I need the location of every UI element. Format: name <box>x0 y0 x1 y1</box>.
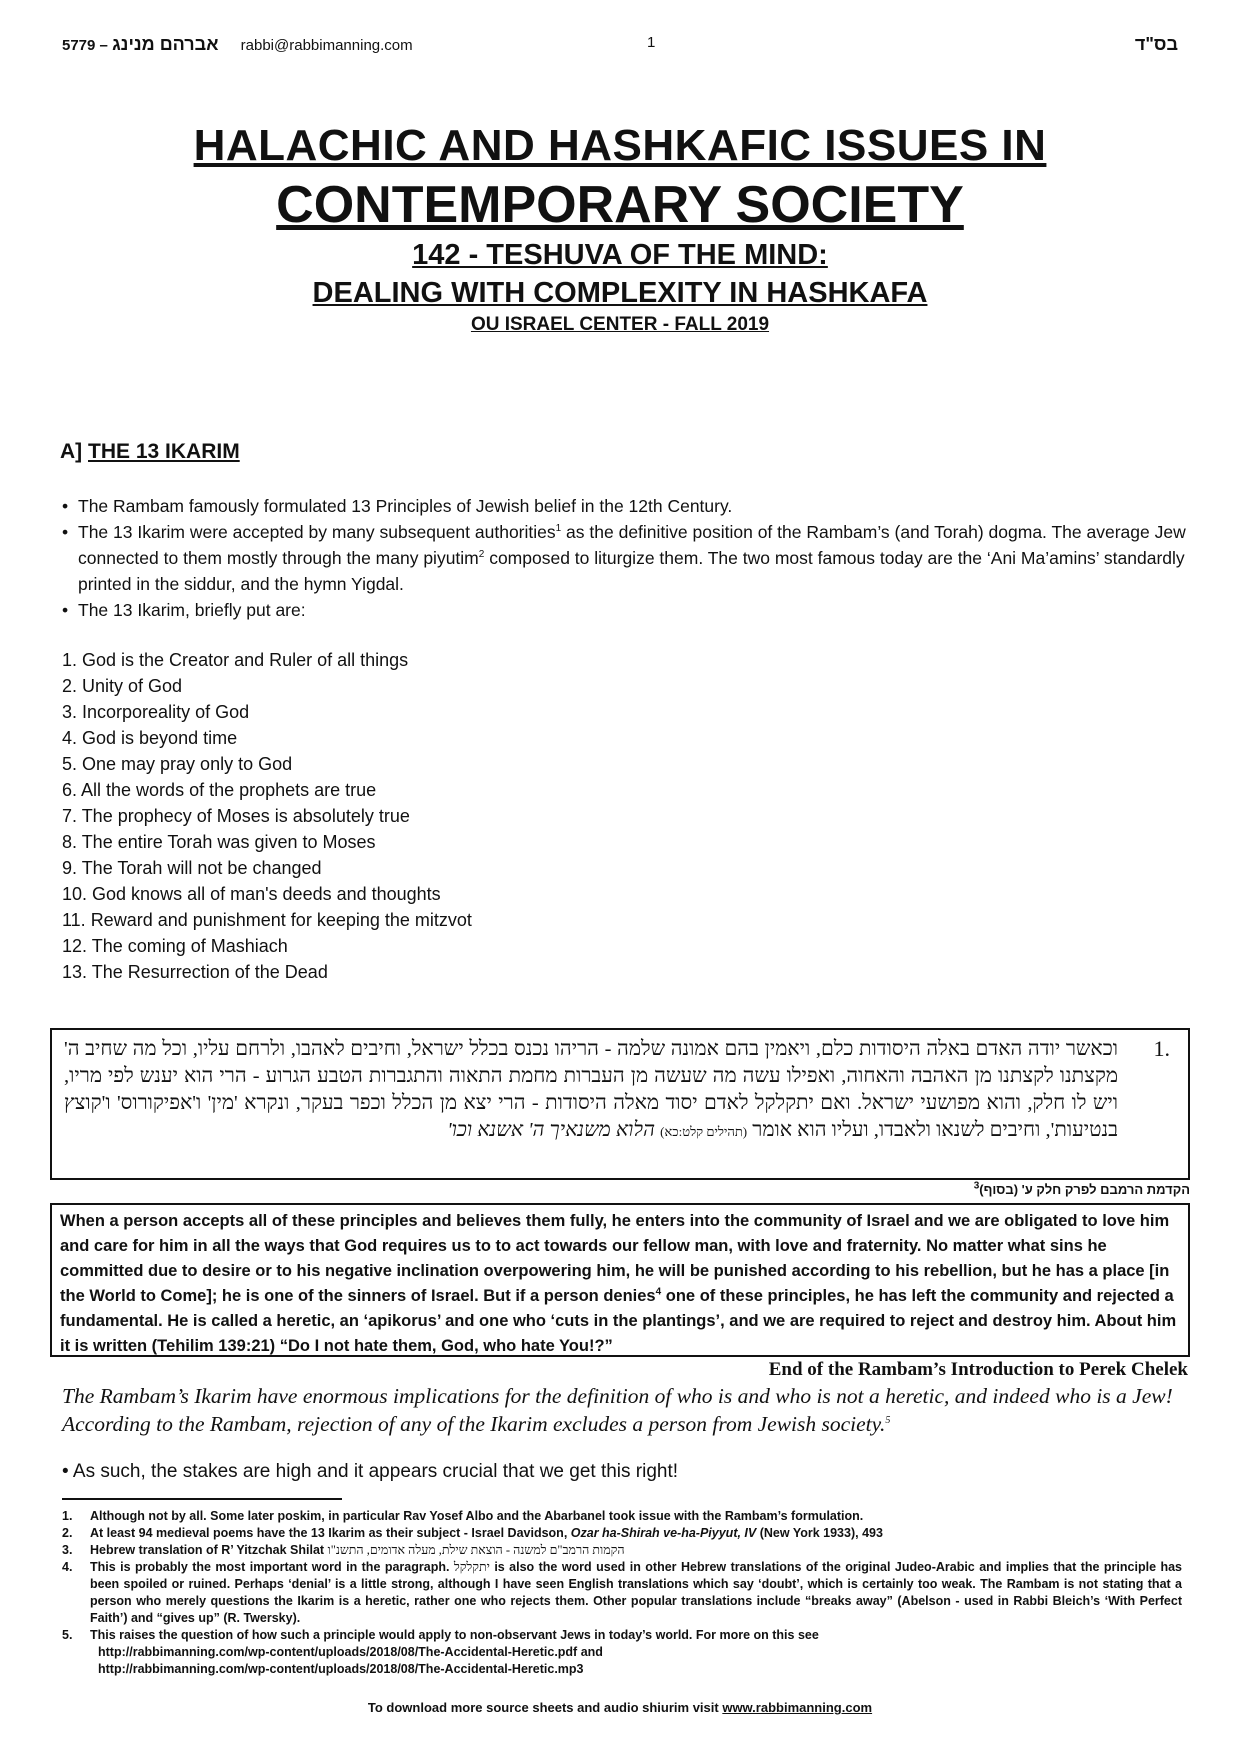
footnote-ref: 3 <box>973 1180 980 1192</box>
footnote-ref: 1 <box>555 523 562 535</box>
footnote-number: 4. <box>62 1560 73 1574</box>
footnote-text: Although not by all. Some later poskim, in particular Rav Yosef Albo and the Abarbanel took issue with the Rambam’s formulation. <box>90 1509 864 1523</box>
footnote-ref: 4 <box>655 1286 662 1298</box>
list-item: 7. The prophecy of Moses is absolutely true <box>62 806 410 826</box>
bullet-item <box>62 597 1192 623</box>
hebrew-citation: (תהילים קלט:כא) <box>660 1124 748 1139</box>
venue-line: OU ISRAEL CENTER - FALL 2019 <box>470 314 770 335</box>
list-item: 13. The Resurrection of the Dead <box>62 962 328 982</box>
footnote-item <box>62 1525 1182 1542</box>
intro-bullets <box>62 493 1192 623</box>
bullet-item <box>62 519 1192 597</box>
footnote-item <box>62 1508 1182 1525</box>
list-item: 4. God is beyond time <box>62 728 238 748</box>
source-label: הקדמת הרמבם לפרק חלק ע' (בסוף) <box>979 1182 1190 1197</box>
stakes-bullet: • As such, the stakes are high and it appears crucial that we get this right! <box>62 1461 678 1483</box>
footnote-book-title: Ozar ha-Shirah ve-ha-Piyyut, IV <box>570 1526 757 1540</box>
header-email[interactable]: rabbi@rabbimanning.com <box>240 37 413 54</box>
translation-text: one of these principles, he has left the community and rejected a fundamental. He is called a heretic, an ‘apikorus’ and one who ‘cuts in the plantings’, and we are required to reject and destroy him. About him it is written (Tehilim 139:21) “Do I not hate them, God, who hate You!?” <box>60 1287 1177 1355</box>
title-line-1: HALACHIC AND HASHKAFIC ISSUES IN <box>193 121 1047 170</box>
translation-text: When a person accepts all of these principles and believes them fully, he enters into the community of Israel and we are obligated to love him and care for him in all the ways that God requires us to to act towards our fellow man, with love and fraternity. No matter what sins he committed due to desire or to his negative inclination overpowering him, he will be punished according to his rebellion, but he has a place [in the World to Come]; he is one of the sinners of Israel. But if a person denies <box>60 1212 1170 1305</box>
footnote-hebrew: יתקלקל <box>453 1560 490 1574</box>
footnote-number: 2. <box>62 1526 73 1540</box>
bullet-text: The Rambam famously formulated 13 Principles of Jewish belief in the 12th Century. <box>78 496 733 516</box>
footnotes <box>62 1508 1182 1678</box>
footnote-number: 5. <box>62 1628 73 1642</box>
list-item: 3. Incorporeality of God <box>62 702 250 722</box>
section-prefix: A] <box>60 440 83 463</box>
page-footer <box>0 1700 1240 1715</box>
commentary-text: The Rambam’s Ikarim have enormous implications for the definition of who is and who is not a heretic, and indeed who is a Jew! According to the Rambam, rejection of any of the Ikarim excludes a person from Jewish society. <box>62 1384 1173 1436</box>
hebrew-main: וכאשר יודה האדם באלה היסודות כלם, ויאמין בהם אמונה שלמה - הריהו נכנס בכלל ישראל, וחיבים לאהבו, ולרחם עליו, וכל מה שחיב ה' מקצתנו לקצתנו מן האהבה והאחוה, ואפילו עשה מה שעשה מן העברות מחמת התאוה והתגברות הטבע הגרוע - הרי הוא יענש לפי מריו, ויש לו חלק, והוא מפושעי ישראל. ואם יתקלקל לאדם יסוד מאלה היסודות - הרי יצא מן הכלל וכפר בעקר, ונקרא 'מין' ו'אפיקורוס' ו'קוצץ בנטיעות', וחיבים לשנאו ולאבדו, ועליו הוא אומר <box>64 1038 1118 1141</box>
section-title: THE 13 IKARIM <box>88 440 240 463</box>
footnote-ref: 2 <box>478 549 485 561</box>
footnote-item <box>62 1559 1182 1627</box>
footnote-divider <box>62 1498 342 1500</box>
footnote-text: (New York 1933), 493 <box>756 1526 883 1540</box>
hebrew-verse: הלוא משנאיך ה' אשנא וכו' <box>447 1119 661 1141</box>
source-number: 1. <box>1153 1036 1170 1061</box>
footer-link[interactable]: www.rabbimanning.com <box>722 1700 873 1715</box>
list-item: 2. Unity of God <box>62 676 183 696</box>
section-heading <box>60 440 240 464</box>
page-number: 1 <box>647 34 656 51</box>
bullet-text: The 13 Ikarim were accepted by many subsequent authorities <box>78 522 556 542</box>
source-end-line: End of the Rambam’s Introduction to Perek Chelek <box>768 1359 1188 1380</box>
list-item: 8. The entire Torah was given to Moses <box>62 832 376 852</box>
footnote-ref: 5 <box>885 1414 891 1426</box>
footnote-text: Hebrew translation of R’ Yitzchak Shilat <box>90 1543 328 1557</box>
commentary-paragraph <box>62 1382 1182 1438</box>
footnote-text: This raises the question of how such a principle would apply to non-observant Jews in today’s world. For more on this see <box>90 1628 819 1642</box>
bullet-item <box>62 493 1192 519</box>
page-header <box>62 34 1178 58</box>
footer-text: To download more source sheets and audio shiurim visit <box>367 1700 723 1715</box>
bullet-text: composed to liturgize them. The two most famous today are the ‘Ani Ma’amins’ standardly printed in the siddur, and the hymn Yigdal. <box>78 548 1185 594</box>
list-item: 6. All the words of the prophets are true <box>62 780 377 800</box>
list-item: 12. The coming of Mashiach <box>62 936 288 956</box>
footnote-item <box>62 1627 1182 1644</box>
list-item: 1. God is the Creator and Ruler of all things <box>62 650 409 670</box>
footnote-link-pdf[interactable]: http://rabbimanning.com/wp-content/uploads/2018/08/The-Accidental-Heretic.pdf and <box>98 1645 603 1659</box>
header-bsd: בס"ד <box>1134 34 1178 54</box>
subtitle-line-1: 142 - TESHUVA OF THE MIND: <box>412 239 828 271</box>
hebrew-source-label <box>974 1182 1190 1197</box>
footnote-item <box>62 1542 1182 1559</box>
bullet-text: The 13 Ikarim, briefly put are: <box>78 600 306 620</box>
subtitle-line-2: DEALING WITH COMPLEXITY IN HASHKAFA <box>312 277 928 309</box>
list-item: 9. The Torah will not be changed <box>62 858 322 878</box>
title-block <box>0 118 1240 338</box>
header-author-hebrew: אברהם מנינג <box>112 34 219 54</box>
list-item: 5. One may pray only to God <box>62 754 293 774</box>
hebrew-source-box <box>50 1028 1190 1180</box>
ikarim-list <box>62 647 472 985</box>
translation-box <box>50 1203 1190 1357</box>
footnote-text: At least 94 medieval poems have the 13 Ikarim as their subject - Israel Davidson, <box>90 1526 571 1540</box>
footnote-number: 3. <box>62 1543 73 1557</box>
footnote-hebrew: הקמות הרמב"ם למשנה - הוצאת שילת, מעלה אדומים, התשנ"ו <box>327 1543 625 1557</box>
title-line-2: CONTEMPORARY SOCIETY <box>276 176 964 234</box>
header-year: 5779 – <box>62 37 108 54</box>
footnote-text: This is probably the most important word in the paragraph. <box>90 1560 454 1574</box>
footnote-text: is also the word used in other Hebrew translations of the original Judeo-Arabic and implies that the principle has been spoiled or ruined. Perhaps ‘denial’ is a little strong, although I have seen English translations which say ‘doubt’, which is certainly too weak. The Rambam is not stating that a person who merely questions the Ikarim is a heretic, rather one who rejects them. Other popular translations include “breaks away” (Abelson - used in Rabbi Bleich’s ‘With Perfect Faith’) and “gives up” (R. Twersky). <box>90 1560 1182 1625</box>
list-item: 10. God knows all of man's deeds and thoughts <box>62 884 441 904</box>
hebrew-source-text <box>64 1036 1118 1145</box>
header-left <box>62 34 413 55</box>
bullet-text: as the definitive position of the Rambam’s (and Torah) dogma. The average Jew connected to them mostly through the many piyutim <box>78 522 1186 568</box>
list-item: 11. Reward and punishment for keeping the mitzvot <box>62 910 472 930</box>
footnote-link-mp3[interactable]: http://rabbimanning.com/wp-content/uploads/2018/08/The-Accidental-Heretic.mp3 <box>98 1662 584 1676</box>
footnote-number: 1. <box>62 1509 73 1523</box>
